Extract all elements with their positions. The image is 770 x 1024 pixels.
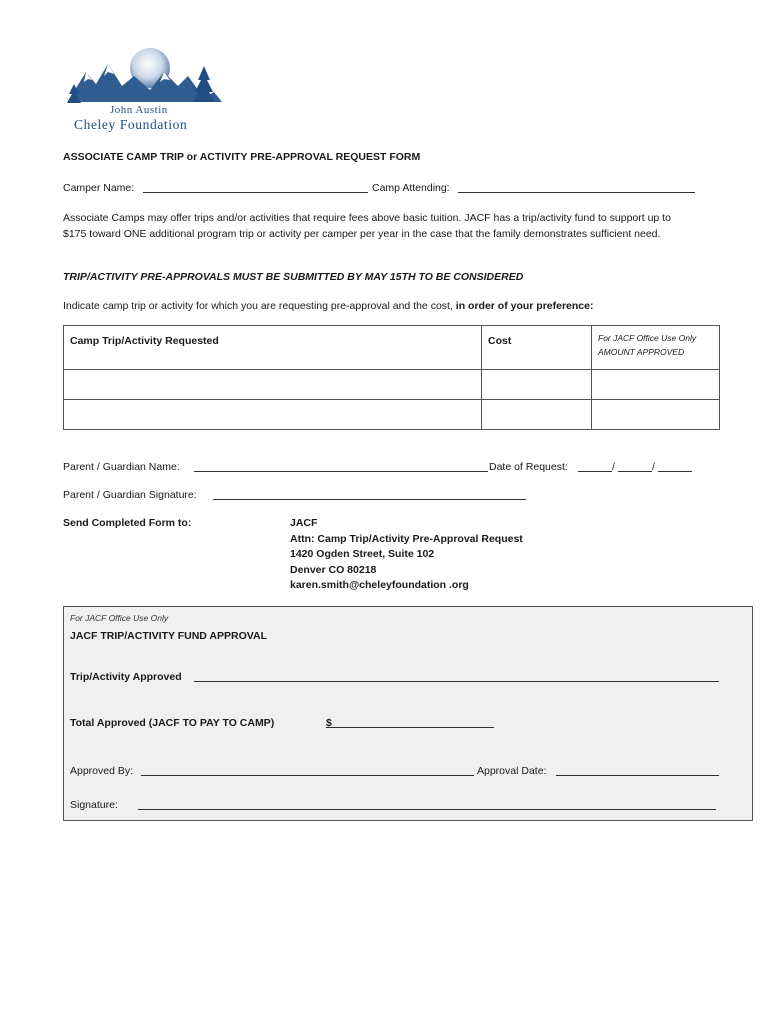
logo-name-line1: John Austin [110,104,168,116]
cost-cell-2[interactable] [482,400,592,430]
signature-field[interactable] [138,798,716,810]
approved-cell-1 [592,370,720,400]
activity-cell-2[interactable] [64,400,482,430]
table-row [64,400,720,430]
logo-name-line2: Cheley Foundation [74,117,188,132]
approval-date-field[interactable] [556,764,719,776]
office-use-note: For JACF Office Use Only [70,613,169,623]
trip-approved-label: Trip/Activity Approved [70,671,182,683]
form-title: ASSOCIATE CAMP TRIP or ACTIVITY PRE-APPROVAL REQUEST FORM [63,151,421,163]
trip-approved-field[interactable] [194,670,719,682]
office-use-box [63,606,753,821]
indicate-instruction [63,299,593,313]
activity-cell-1[interactable] [64,370,482,400]
total-approved-label: Total Approved (JACF TO PAY TO CAMP) [70,717,275,729]
address-attn: Attn: Camp Trip/Activity Pre-Approval Request [290,532,523,545]
office-use-note: For JACF Office Use Only [598,333,697,343]
col-office-header [592,326,720,370]
dollar-sign: $ [326,717,332,729]
address-email: karen.smith@cheleyfoundation .org [290,579,469,591]
address-org: JACF [290,517,318,529]
date-of-request-label: Date of Request: [489,461,568,473]
approved-by-field[interactable] [141,764,474,776]
request-table [63,325,720,430]
date-year-field[interactable] [658,460,692,472]
parent-name-label: Parent / Guardian Name: [63,461,180,473]
signature-label: Signature: [70,799,118,811]
mailing-address [290,516,523,594]
indicate-bold: in order of your preference: [455,300,594,312]
parent-signature-label: Parent / Guardian Signature: [63,489,197,501]
camp-attending-label: Camp Attending: [372,182,450,194]
camper-name-field[interactable] [143,181,368,193]
date-day-field[interactable] [618,460,652,472]
approved-by-label: Approved By: [70,765,134,777]
parent-name-field[interactable] [194,460,488,472]
send-to-label: Send Completed Form to: [63,517,192,529]
address-street: 1420 Ogden Street, Suite 102 [290,548,435,560]
col-cost-header: Cost [482,326,592,370]
fund-approval-heading: JACF TRIP/ACTIVITY FUND APPROVAL [70,630,267,642]
intro-paragraph: Associate Camps may offer trips and/or activities that require fees above basic tuition. JACF has a trip/activity fund to support up to $175 toward ONE additional program trip or activity per camper per year in the case that the family demonstrates sufficient need. [63,212,671,240]
camper-name-label: Camper Name: [63,182,135,194]
camp-attending-field[interactable] [458,181,695,193]
total-approved-field[interactable] [326,716,494,728]
amount-approved-label: AMOUNT APPROVED [598,347,685,357]
deadline-notice: TRIP/ACTIVITY PRE-APPROVALS MUST BE SUBMITTED BY MAY 15TH TO BE CONSIDERED [63,271,524,283]
col-activity-header: Camp Trip/Activity Requested [64,326,482,370]
cost-cell-1[interactable] [482,370,592,400]
approved-cell-2 [592,400,720,430]
table-header-row [64,326,720,370]
table-row [64,370,720,400]
address-city: Denver CO 80218 [290,563,377,576]
approval-date-label: Approval Date: [477,765,547,777]
parent-signature-field[interactable] [213,488,526,500]
date-month-field[interactable] [578,460,612,472]
indicate-text: Indicate camp trip or activity for which you are requesting pre-approval and the cost, [63,300,456,312]
